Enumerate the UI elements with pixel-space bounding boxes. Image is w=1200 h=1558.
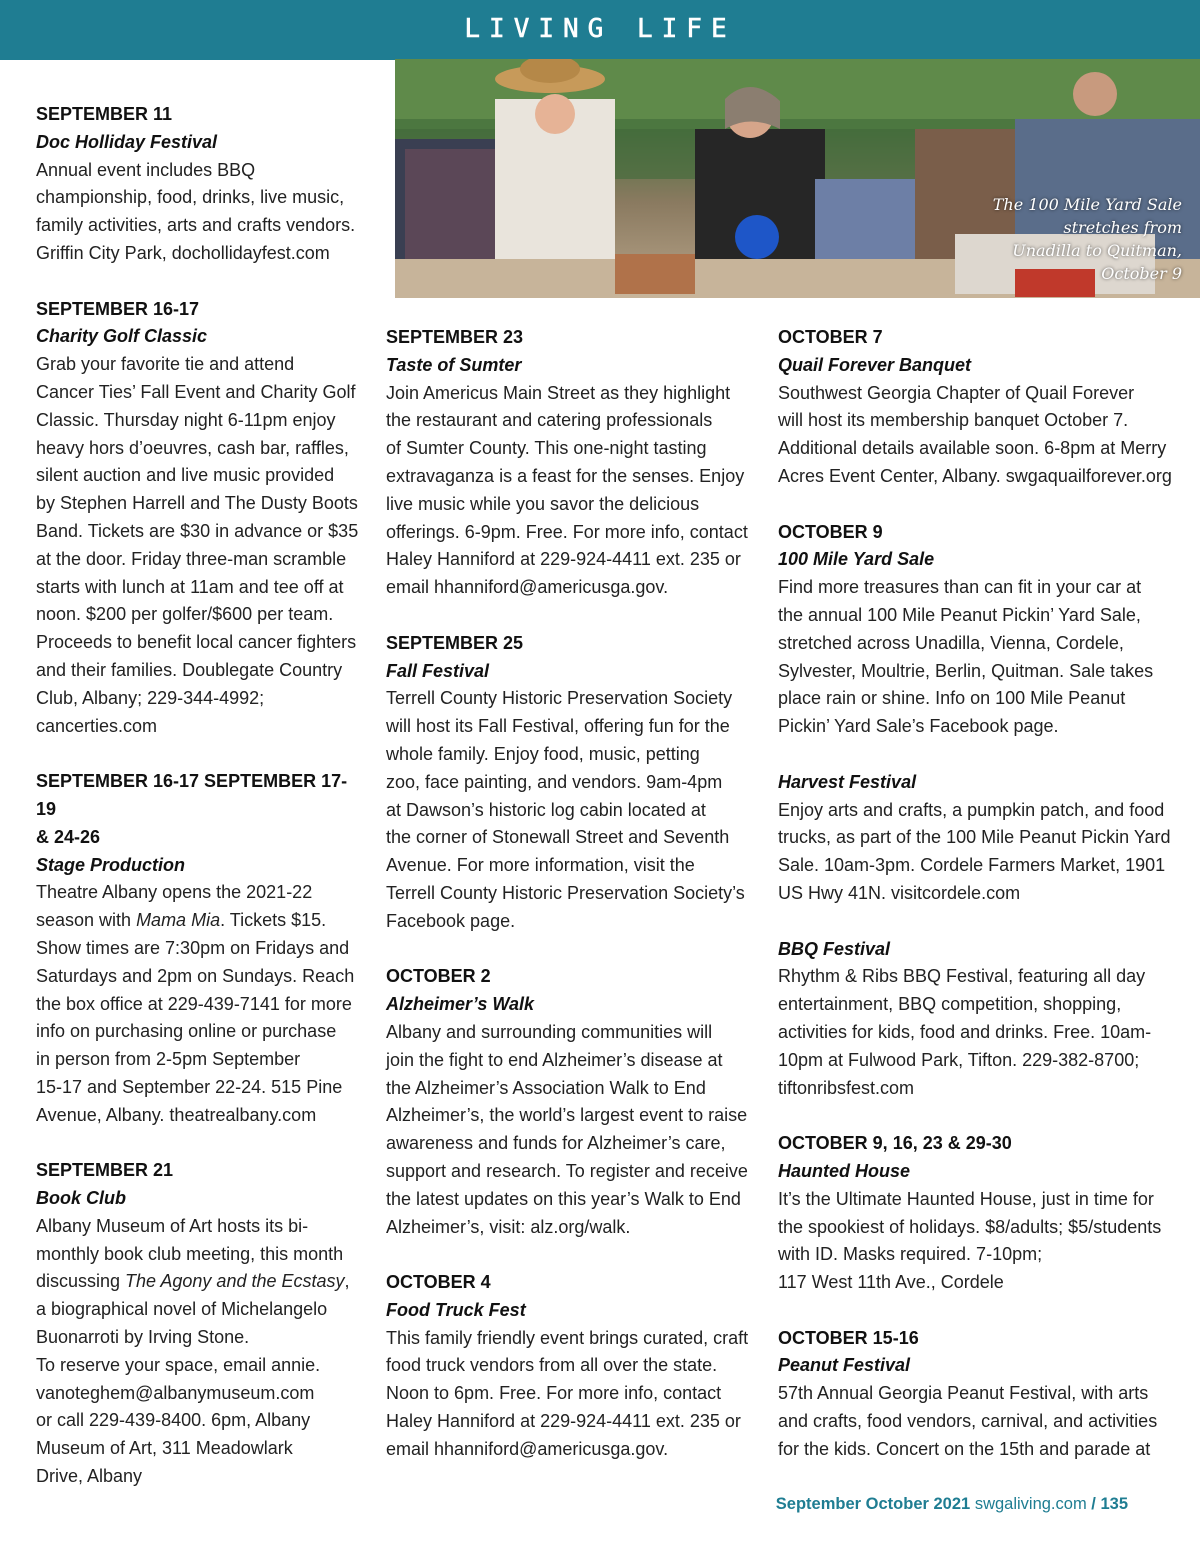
event-date: SEPTEMBER 16-17 bbox=[36, 298, 200, 319]
event-title: Alzheimer’s Walk bbox=[386, 994, 535, 1015]
photo-caption: The 100 Mile Yard Sale stretches from Unadilla to Quitman, October 9 bbox=[992, 195, 1182, 283]
event-description: Find more treasures than can fit in your car at the annual 100 Mile Peanut Pickin’ Yard Sale, stretched across Unadilla, Vienna, Cordele, Sylvester, Moultrie, Berlin, Quitman. Sale takes place rain or shine. Info on 100 Mile Peanut Pickin’ Yard Sale’s Facebook page. bbox=[778, 577, 1154, 737]
event-fall-festival bbox=[386, 630, 756, 936]
event-description: 57th Annual Georgia Peanut Festival, with arts and crafts, food vendors, carnival, and activities for the kids. Concert on the 15th and parade at bbox=[778, 1383, 1158, 1459]
events-column-right bbox=[778, 324, 1178, 1491]
event-description: Southwest Georgia Chapter of Quail Forever will host its membership banquet October 7. Additional details available soon. 6-8pm at Merry Acres Event Center, Albany. swgaquailforever.org bbox=[778, 382, 1172, 486]
event-description: Join Americus Main Street as they highlight the restaurant and catering professionals of Sumter County. This one-night tasting extravaganza is a feast for the senses. Enjoy live music while you savor the delicious offerings. 6-9pm. Free. For more info, contact Haley Hanniford at 229-924-4411 ext. 235 or email hhanniford@americusga.gov. bbox=[386, 382, 748, 598]
event-bbq-festival bbox=[778, 936, 1178, 1103]
event-description: Enjoy arts and crafts, a pumpkin patch, and food trucks, as part of the 100 Mile Peanut Pickin Yard Sale. 10am-3pm. Cordele Farmers Market, 1901 US Hwy 41N. visitcordele.com bbox=[778, 799, 1171, 903]
events-column-middle bbox=[386, 324, 756, 1491]
section-title: LIVING LIFE bbox=[464, 14, 736, 44]
event-quail-forever-banquet bbox=[778, 324, 1178, 491]
event-date: OCTOBER 2 bbox=[386, 966, 491, 987]
event-title: Harvest Festival bbox=[778, 771, 917, 792]
event-description: Grab your favorite tie and attend Cancer Ties’ Fall Event and Charity Golf Classic. Thursday night 6-11pm enjoy heavy hors d’oeuvres, cash bar, raffles, silent auction and live music provided by Stephen Harrell and The Dusty Boots Band. Tickets are $30 in advance or $35 at the door. Friday three-man scramble starts with lunch at 11am and tee off at noon. $200 per golfer/$600 per team. Proceeds to benefit local cancer fighters and their families. Doublegate Country Club, Albany; 229-344-4992; cancerties.com bbox=[36, 354, 359, 736]
description-text: . Tickets $15. Show times are 7:30pm on Fridays and Saturdays and 2pm on Sundays. Reach the box office at 229-439-7141 for more info on purchasing online or purchase in person from 2-5pm September 15-17 and September 22-24. 515 Pine Avenue, Albany. theatrealbany.com bbox=[36, 910, 355, 1125]
event-title: Peanut Festival bbox=[778, 1355, 911, 1376]
events-column-left bbox=[36, 101, 366, 1519]
event-description: It’s the Ultimate Haunted House, just in time for the spookiest of holidays. $8/adults; $5/students with ID. Masks required. 7-10pm; 117 West 11th Ave., Cordele bbox=[778, 1188, 1162, 1293]
event-title: 100 Mile Yard Sale bbox=[778, 549, 935, 570]
event-title: Fall Festival bbox=[386, 660, 490, 681]
event-harvest-festival bbox=[778, 769, 1178, 908]
event-date: OCTOBER 4 bbox=[386, 1272, 491, 1293]
event-title: BBQ Festival bbox=[778, 938, 891, 959]
event-title: Taste of Sumter bbox=[386, 354, 522, 375]
event-title: Stage Production bbox=[36, 854, 186, 875]
event-title: Charity Golf Classic bbox=[36, 326, 208, 347]
event-date: SEPTEMBER 11 bbox=[36, 104, 173, 124]
event-date: OCTOBER 7 bbox=[778, 327, 883, 347]
event-description bbox=[36, 1213, 366, 1491]
yard-sale-photo bbox=[395, 59, 1200, 298]
event-description: Albany and surrounding communities will join the fight to end Alzheimer’s disease at the Alzheimer’s Association Walk to End Alzheimer’s, the world’s largest event to raise awareness and funds for Alzheimer’s care, support and research. To register and receive the latest updates on this year’s Walk to End Alzheimer’s, visit: alz.org/walk. bbox=[386, 1021, 748, 1237]
event-description: This family friendly event brings curated, craft food truck vendors from all over the state. Noon to 6pm. Free. For more info, contact Haley Hanniford at 229-924-4411 ext. 235 or email hhanniford@americusga.gov. bbox=[386, 1327, 749, 1459]
event-doc-holliday-festival bbox=[36, 101, 366, 268]
event-stage-production bbox=[36, 768, 366, 1129]
description-text: , a biographical novel of Michelangelo Buonarroti by Irving Stone. To reserve your space, email annie. vanoteghem@albanymuseum.com or call 229-439-8400. 6pm, Albany Museum of Art, 311 Meadowlark Drive, Albany bbox=[36, 1271, 350, 1487]
event-date: SEPTEMBER 21 bbox=[36, 1160, 174, 1181]
event-haunted-house bbox=[778, 1130, 1178, 1297]
event-peanut-festival bbox=[778, 1325, 1178, 1464]
page-footer bbox=[776, 1495, 1128, 1514]
website-link[interactable]: swgaliving.com bbox=[974, 1495, 1087, 1513]
description-italic: The Agony and the Ecstasy bbox=[125, 1271, 345, 1292]
description-text: Theatre Albany opens the 2021-22 season with bbox=[36, 882, 313, 931]
event-date: SEPTEMBER 25 bbox=[386, 632, 524, 653]
event-book-club bbox=[36, 1157, 366, 1491]
event-title: Haunted House bbox=[778, 1160, 911, 1181]
event-date: SEPTEMBER 23 bbox=[386, 327, 524, 347]
event-food-truck-fest bbox=[386, 1269, 756, 1464]
page-number: 135 bbox=[1100, 1495, 1128, 1513]
event-charity-golf-classic bbox=[36, 296, 366, 741]
event-100-mile-yard-sale bbox=[778, 519, 1178, 741]
issue-date: September October 2021 bbox=[775, 1495, 971, 1513]
footer-separator: / bbox=[1091, 1495, 1096, 1513]
event-date: OCTOBER 9, 16, 23 & 29-30 bbox=[778, 1133, 1012, 1154]
event-description: Rhythm & Ribs BBQ Festival, featuring all day entertainment, BBQ competition, shopping, activities for kids, food and drinks. Free. 10am- 10pm at Fulwood Park, Tifton. 229-382-8700; tiftonribsfest.com bbox=[778, 966, 1152, 1098]
event-taste-of-sumter bbox=[386, 324, 756, 602]
event-alzheimers-walk bbox=[386, 963, 756, 1241]
event-date: SEPTEMBER 16-17 SEPTEMBER 17-19 & 24-26 bbox=[36, 771, 348, 847]
event-description bbox=[36, 879, 366, 1129]
event-date: OCTOBER 9 bbox=[778, 521, 883, 542]
description-text: Albany Museum of Art hosts its bi- monthly book club meeting, this month discussing bbox=[36, 1215, 344, 1292]
event-date: OCTOBER 15-16 bbox=[778, 1327, 919, 1348]
event-title: Food Truck Fest bbox=[386, 1299, 526, 1320]
description-italic: Mama Mia bbox=[136, 910, 221, 931]
event-title: Book Club bbox=[36, 1188, 126, 1209]
event-description: Terrell County Historic Preservation Society will host its Fall Festival, offering fun for the whole family. Enjoy food, music, petting zoo, face painting, and vendors. 9am-4pm at Dawson’s historic log cabin located at the corner of Stonewall Street and Seventh Avenue. For more information, visit the Terrell County Historic Preservation Society’s Facebook page. bbox=[386, 688, 745, 931]
event-title: Quail Forever Banquet bbox=[778, 354, 972, 375]
event-title: Doc Holliday Festival bbox=[36, 131, 218, 152]
event-description: Annual event includes BBQ championship, food, drinks, live music, family activities, arts and crafts vendors. Griffin City Park, dochollidayfest.com bbox=[36, 159, 356, 263]
